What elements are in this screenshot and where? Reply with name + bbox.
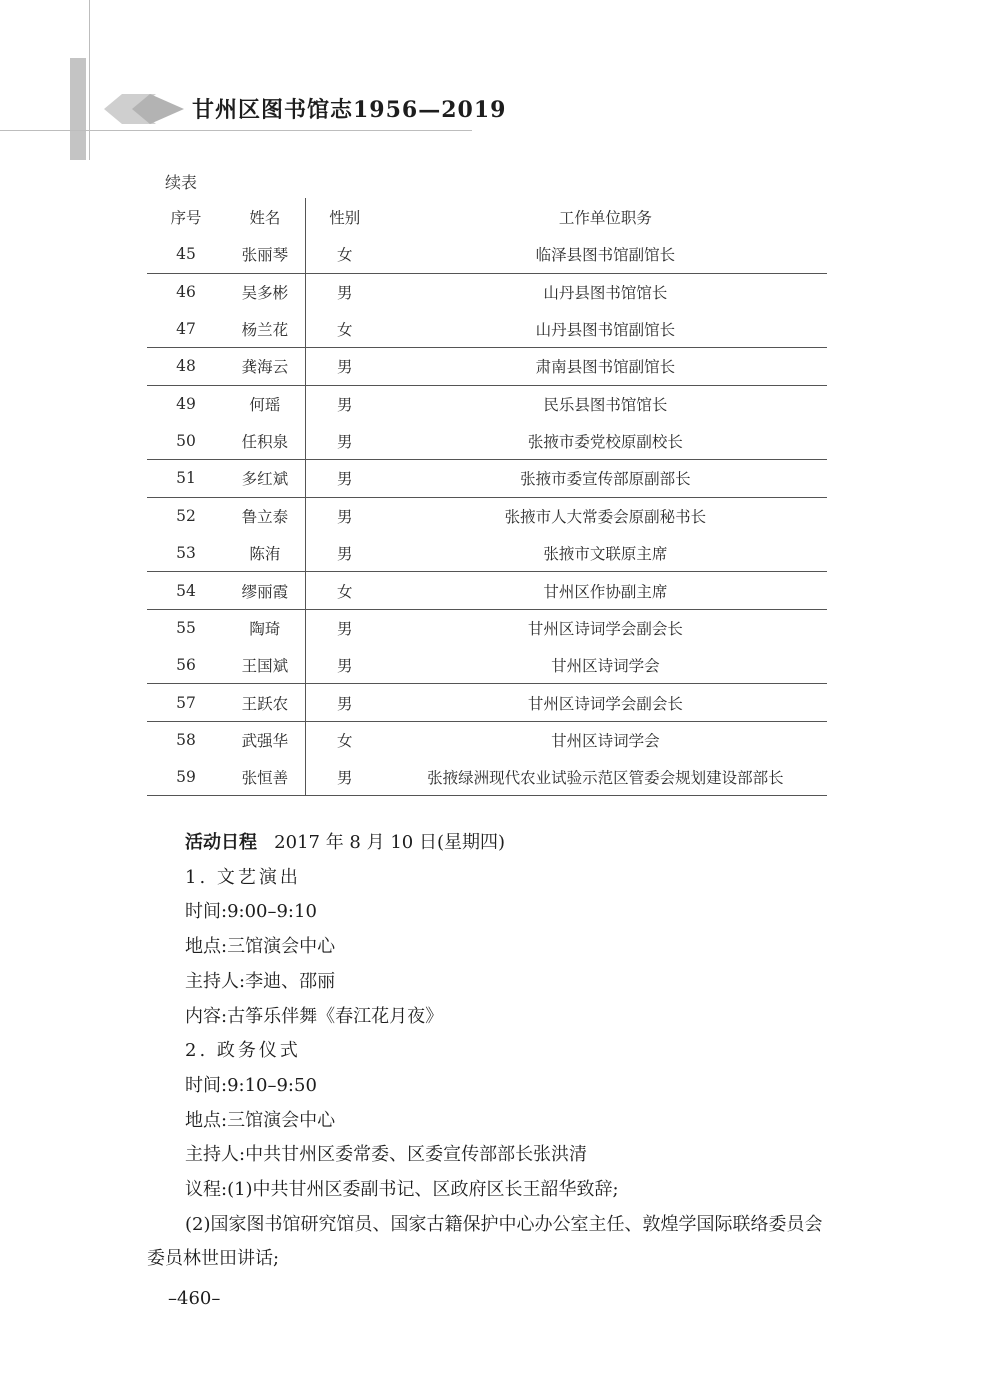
section-time: 时间:9:00–9:10	[185, 901, 317, 923]
agenda-item: (2)国家图书馆研究馆员、国家古籍保护中心办公室主任、敦煌学国际联络委员会委员林世田讲话;	[147, 1213, 823, 1270]
cell-gender: 男	[305, 497, 383, 534]
cell-name: 缪丽霞	[225, 572, 305, 610]
cell-number: 53	[147, 535, 225, 572]
cell-name: 陶琦	[249, 620, 281, 639]
header-gray-bar	[70, 58, 86, 160]
cell-number: 51	[147, 460, 225, 498]
cell-number: 45	[147, 236, 225, 273]
section-title: 2. 政务仪式	[185, 1040, 301, 1062]
cell-name: 王跃农	[225, 684, 305, 722]
table-row	[147, 497, 827, 534]
agenda-item: 议程:(1)中共甘州区委副书记、区政府区长王韶华致辞;	[185, 1179, 619, 1201]
cell-position: 民乐县图书馆馆长	[543, 396, 668, 415]
cell-name: 武强华	[241, 732, 289, 751]
cell-gender: 男	[305, 273, 383, 310]
table-row	[147, 422, 827, 459]
column-header: 性别	[305, 198, 383, 236]
column-header: 姓名	[249, 209, 281, 227]
cell-position: 山丹县图书馆馆长	[543, 284, 668, 303]
cell-gender: 男	[305, 460, 383, 498]
table-row	[147, 647, 827, 684]
cell-name: 何瑶	[249, 396, 281, 415]
cell-number: 49	[176, 395, 196, 414]
cell-gender: 女	[305, 310, 383, 347]
table-row	[147, 460, 827, 498]
cell-number: 56	[147, 647, 225, 684]
cell-name: 任积泉	[225, 422, 305, 459]
cell-number: 57	[147, 684, 225, 722]
cell-position: 张掖市人大常委会原副秘书长	[504, 508, 707, 527]
cell-name: 杨兰花	[225, 310, 305, 347]
section-place: 地点:三馆演会中心	[185, 1109, 336, 1131]
cell-position: 张掖绿洲现代农业试验示范区管委会规划建设部部长	[384, 759, 827, 796]
cell-gender: 女	[305, 721, 383, 758]
cell-name: 龚海云	[225, 348, 305, 386]
cell-number: 46	[176, 283, 196, 302]
table-body	[147, 236, 827, 796]
cell-name: 陈洧	[225, 535, 305, 572]
cell-gender: 男	[305, 684, 383, 722]
cell-position: 肃南县图书馆副馆长	[384, 348, 827, 386]
cell-number: 48	[147, 348, 225, 386]
cell-position: 甘州区作协副主席	[384, 572, 827, 610]
roster-table	[147, 198, 827, 796]
cell-position: 张掖市委党校原副校长	[384, 422, 827, 459]
cell-name: 张丽琴	[225, 236, 305, 273]
diamond-ornament-icon	[104, 94, 184, 124]
table-row	[147, 572, 827, 610]
table-row	[147, 759, 827, 796]
section-time: 时间:9:10–9:50	[185, 1074, 317, 1096]
cell-gender: 男	[305, 348, 383, 386]
table-row	[147, 609, 827, 646]
schedule-heading-label: 活动日程	[185, 832, 257, 853]
table-row	[147, 385, 827, 422]
header-vertical-rule	[89, 0, 90, 160]
cell-gender: 女	[305, 236, 383, 273]
cell-name: 鲁立泰	[241, 508, 289, 527]
section-place: 地点:三馆演会中心	[185, 936, 336, 958]
cell-name: 多红斌	[225, 460, 305, 498]
schedule-section	[147, 826, 837, 1277]
cell-number: 55	[176, 619, 196, 638]
cell-name: 王国斌	[225, 647, 305, 684]
cell-name: 张恒善	[225, 759, 305, 796]
section-host: 主持人:李迪、邵丽	[185, 970, 336, 992]
page-number: –460–	[168, 1288, 221, 1309]
header-horizontal-rule	[0, 130, 472, 131]
cell-position: 张掖市文联原主席	[384, 535, 827, 572]
table-header-row	[147, 198, 827, 236]
cell-position: 张掖市委宣传部原副部长	[384, 460, 827, 498]
table-row	[147, 273, 827, 310]
section-host: 主持人:中共甘州区委常委、区委宣传部部长张洪清	[185, 1144, 588, 1166]
cell-position: 甘州区诗词学会副会长	[384, 684, 827, 722]
table-row	[147, 721, 827, 758]
cell-position: 甘州区诗词学会副会长	[527, 620, 683, 639]
running-title: 甘州区图书馆志1956—2019	[192, 97, 507, 123]
cell-gender: 男	[305, 647, 383, 684]
cell-gender: 男	[305, 535, 383, 572]
cell-position: 临泽县图书馆副馆长	[384, 236, 827, 273]
continued-label: 续表	[165, 173, 198, 192]
cell-gender: 男	[305, 422, 383, 459]
cell-gender: 男	[305, 385, 383, 422]
cell-position: 山丹县图书馆副馆长	[384, 310, 827, 347]
cell-gender: 男	[305, 759, 383, 796]
cell-position: 甘州区诗词学会	[551, 732, 660, 751]
table-row	[147, 236, 827, 273]
schedule-heading	[147, 826, 837, 861]
cell-number: 54	[147, 572, 225, 610]
table-row	[147, 535, 827, 572]
section-title: 1. 文艺演出	[185, 866, 301, 888]
cell-position: 甘州区诗词学会	[384, 647, 827, 684]
cell-number: 58	[176, 731, 196, 750]
cell-number: 52	[176, 507, 196, 526]
table-row	[147, 310, 827, 347]
cell-gender: 女	[305, 572, 383, 610]
section-content: 内容:古筝乐伴舞《春江花月夜》	[185, 1005, 444, 1027]
cell-gender: 男	[305, 609, 383, 646]
schedule-heading-date: 2017 年 8 月 10 日(星期四)	[274, 832, 505, 853]
table-row	[147, 348, 827, 386]
cell-number: 50	[147, 422, 225, 459]
cell-name: 吴多彬	[241, 284, 289, 303]
cell-number: 47	[147, 310, 225, 347]
column-header: 工作单位职务	[558, 209, 652, 227]
column-header: 序号	[170, 209, 202, 227]
cell-number: 59	[147, 759, 225, 796]
table-row	[147, 684, 827, 722]
